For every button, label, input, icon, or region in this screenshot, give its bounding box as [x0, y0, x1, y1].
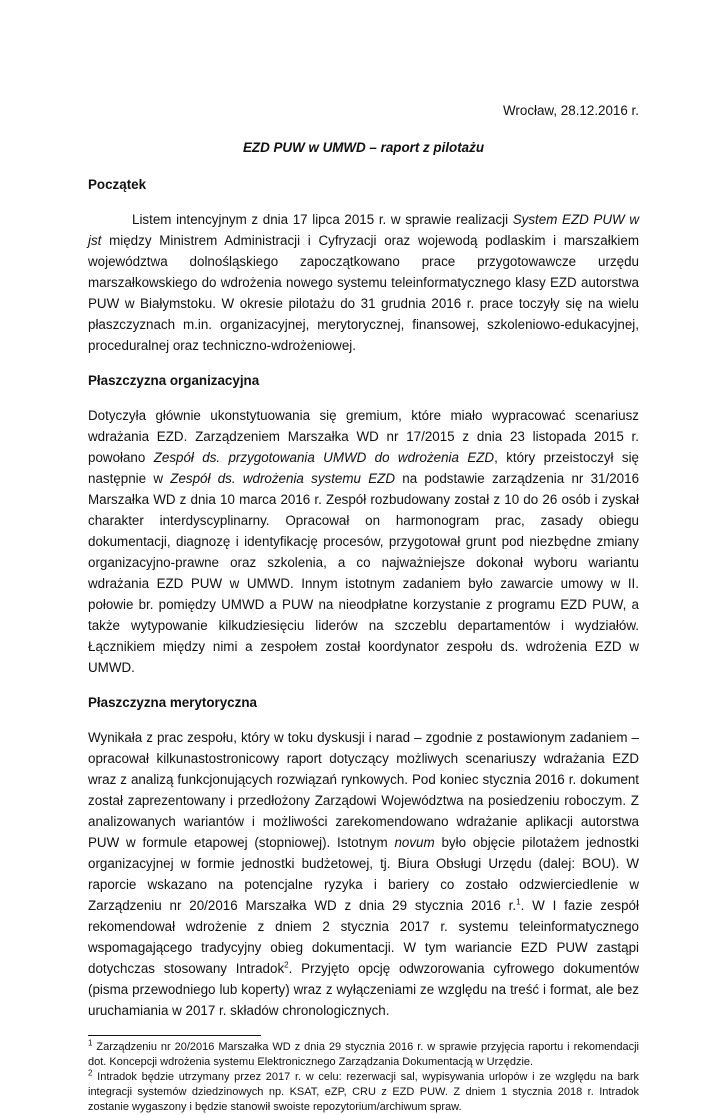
italic-run: System EZD PUW w jst [88, 212, 639, 248]
document-body [88, 100, 639, 1115]
footnote-text: Intradok będzie utrzymany przez 2017 r. w celu: rezerwacji sal, wypisywania urlopów i ze względu na bark integracji systemów dziedzinowych np. KSAT, eZP, CRU z EZD PUW. Z dniem 1 stycznia 2018 r. Intradok zostanie wygaszony i będzie stanowił swoiste repozytorium/archiwum spraw. [88, 1071, 639, 1113]
footnote-ref-1: 1 [516, 897, 521, 907]
italic-run: Zespół ds. wdrożenia systemu EZD [170, 471, 396, 486]
section-heading-poczatek: Początek [88, 177, 147, 192]
italic-run: Zespół ds. przygotowania UMWD do wdrożenia EZD [153, 450, 495, 465]
text-run: Dotyczyła głównie ukonstytuowania się gremium, które miało wypracować scenariusz wdrażania EZD. Zarządzeniem Marszałka WD nr 17/2015 z dnia 23 listopada 2015 r. powołano [88, 408, 639, 465]
text-run: Listem intencyjnym z dnia 17 lipca 2015 r. w sprawie realizacji [132, 212, 513, 227]
text-run: . W I fazie zespół rekomendował wdrożenie z dniem 2 stycznia 2017 r. systemu teleinformatycznego wspomagającego tradycyjny obieg dokumentacji. W tym wariancie EZD PUW zastąpi dotychczas stosowany Intradok [88, 898, 639, 976]
text-run: na podstawie zarządzenia nr 31/2016 Marszałka WD z dnia 10 marca 2016 r. Zespół rozbudowany został z 10 do 26 osób i zyskał charakter interdyscyplinarny. Opracował on harmonogram prac, zasady obiegu dokumentacji, diagnozę i identyfikację procesów, przygotował grunt pod niezbędne zmiany organizacyjno-prawne oraz szkolenia, a co najważniejsze dokonał wyboru wariantu wdrażania EZD PUW w UMWD. Innym istotnym zadaniem było zawarcie umowy w II. połowie br. pomiędzy UMWD a PUW na nieodpłatne korzystanie z programu EZD PUW, a także wytypowanie kilkudziesięciu liderów na szczeblu departamentów i wydziałów. Łącznikiem między nimi a zespołem został koordynator zespołu ds. wdrożenia EZD w UMWD. [88, 471, 640, 675]
section-paragraph-organizacyjna [88, 405, 639, 678]
text-run: Wynikała z prac zespołu, który w toku dyskusji i narad – zgodnie z postawionym zadaniem – opracował kilkunastostronicowy raport dotyczący możliwych scenariuszy wdrażania EZD wraz z analizą funkcjonujących rozwiązań rynkowych. Pod koniec stycznia 2016 r. dokument został zaprezentowany i przedłożony Zarządowi Województwa na posiedzeniu roboczym. Z analizowanych wariantów i możliwości zarekomendowano wdrażanie aplikacji autorstwa PUW w formule etapowej (stopniowej). Istotnym [88, 730, 639, 850]
document-date: Wrocław, 28.12.2016 r. [503, 103, 639, 118]
text-run: między Ministrem Administracji i Cyfryzacji oraz wojewodą podlaskim i marszałkiem województwa dolnośląskiego zapoczątkowano prace przygotowawcze urzędu marszałkowskiego do wdrożenia nowego systemu teleinformatycznego klasy EZD autorstwa PUW w Białymstoku. W okresie pilotażu do 31 grudnia 2016 r. prace toczyły się na wielu płaszczyznach m.in. organizacyjnej, merytorycznej, finansowej, szkoleniowo-edukacyjnej, proceduralnej oraz techniczno-wdrożeniowej. [88, 233, 639, 353]
section-paragraph-poczatek [88, 209, 639, 356]
footnotes [88, 1040, 639, 1115]
footnote-1 [88, 1040, 639, 1070]
italic-run: novum [394, 835, 435, 850]
footnote-number: 2 [88, 1068, 93, 1078]
footnote-separator [88, 1035, 261, 1036]
footnote-text: Zarządzeniu nr 20/2016 Marszałka WD z dnia 29 stycznia 2016 r. w sprawie przyjęcia raportu i rekomendacji dot. Koncepcji wdrożenia systemu Elektronicznego Zarządzania Dokumentacją w Urzędzie. [88, 1041, 639, 1068]
text-run: . Przyjęto opcję odwzorowania cyfrowego dokumentów (pisma przewodniego lub koperty) wraz z wyłączeniami ze względu na treść i format, ale bez uruchamiania w 2017 r. składów chronologicznych. [88, 961, 639, 1018]
section-heading-merytoryczna: Płaszczyzna merytoryczna [88, 695, 257, 710]
text-run: , który przeistoczył się następnie w [88, 450, 639, 486]
footnote-ref-2: 2 [284, 960, 289, 970]
text-run: było objęcie pilotażem jednostki organizacyjnej w formie jednostki budżetowej, tj. Biura Obsługi Urzędu (dalej: BOU). W raporcie wskazano na potencjalne ryzyka i bariery co zostało odzwierciedlenie w Zarządzeniu nr 20/2016 Marszałka WD z dnia 29 stycznia 2016 r. [88, 835, 639, 913]
document-title: EZD PUW w UMWD – raport z pilotażu [242, 140, 485, 155]
section-paragraph-merytoryczna [88, 727, 639, 1021]
section-heading-organizacyjna: Płaszczyzna organizacyjna [88, 373, 260, 388]
footnote-2 [88, 1070, 639, 1115]
footnote-number: 1 [88, 1038, 93, 1048]
